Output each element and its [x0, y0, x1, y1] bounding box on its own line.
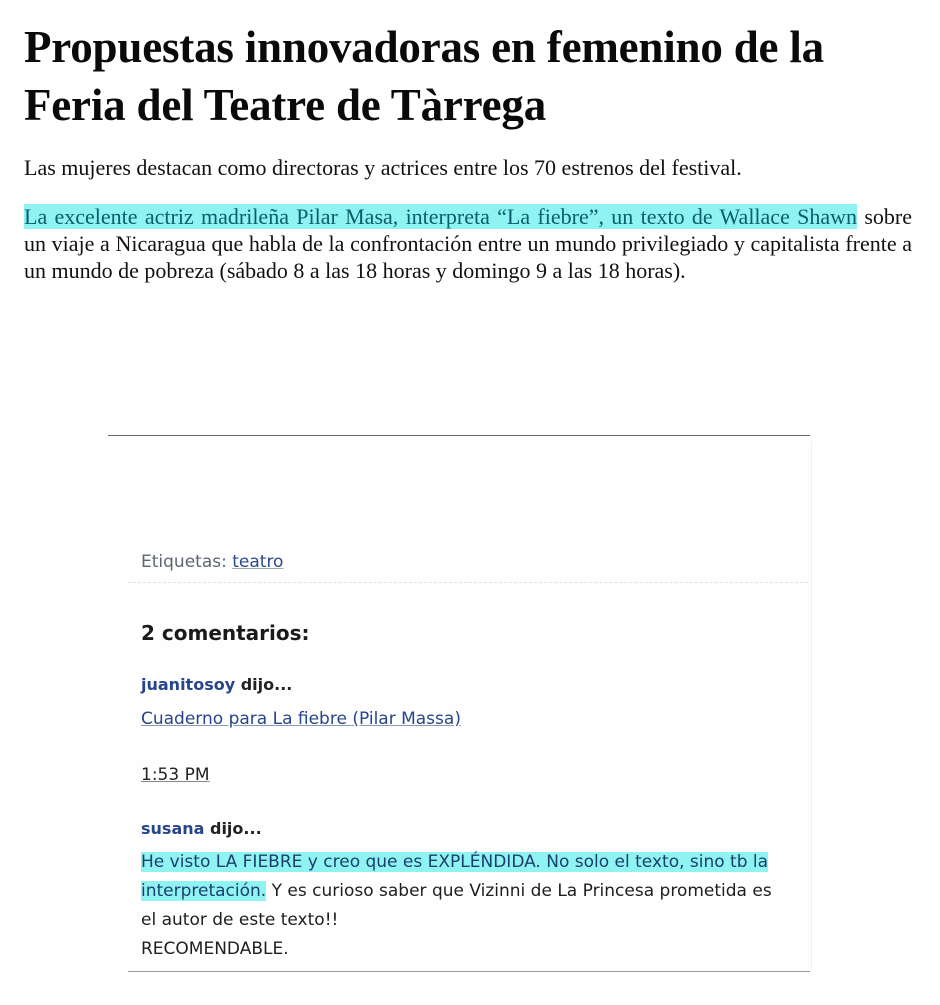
- comment-author-line: [141, 819, 262, 838]
- comment-timestamp-link[interactable]: 1:53 PM: [141, 765, 210, 785]
- highlighted-text: La excelente actriz madrileña Pilar Masa, interpreta “La fiebre”, un texto de Wallace Shawn: [24, 204, 858, 229]
- labels-prefix: Etiquetas:: [141, 552, 233, 572]
- comment-body-last: RECOMENDABLE.: [141, 939, 289, 959]
- comment-author-link[interactable]: juanitosoy: [141, 675, 236, 694]
- divider: [108, 435, 810, 436]
- article-paragraph: [24, 203, 912, 284]
- comment-author-line: [141, 675, 292, 694]
- comment-said: dijo...: [204, 819, 262, 838]
- comment-said: dijo...: [235, 675, 293, 694]
- divider: [128, 971, 810, 972]
- article-subhead: Las mujeres destacan como directoras y actrices entre los 70 estrenos del festival.: [24, 155, 742, 180]
- comment-link[interactable]: Cuaderno para La fiebre (Pilar Massa): [141, 709, 461, 729]
- label-link-teatro[interactable]: teatro: [232, 552, 284, 572]
- article: [24, 18, 912, 284]
- divider: [811, 441, 812, 969]
- comment-author-link[interactable]: susana: [141, 819, 205, 838]
- comment-body: [141, 848, 781, 964]
- paragraph-rest: sobre un viaje a Nicaragua que habla de la confrontación entre un mundo privilegiado y capitalista frente a un mundo de pobreza (sábado 8 a las 18 horas y domingo 9 a las 18 horas).: [24, 204, 912, 283]
- post-labels: [141, 552, 283, 572]
- highlighted-text: He visto LA FIEBRE y creo que es EXPLÉNDIDA. No solo el texto, sino tb la interpretación.: [141, 852, 769, 901]
- blog-clipping: [108, 435, 812, 975]
- divider: [128, 582, 808, 583]
- article-headline: Propuestas innovadoras en femenino de la Feria del Teatre de Tàrrega: [24, 22, 824, 130]
- comments-title: 2 comentarios:: [141, 621, 310, 645]
- comment-body-rest: Y es curioso saber que Vizinni de La Princesa prometida es el autor de este texto!!: [141, 881, 772, 930]
